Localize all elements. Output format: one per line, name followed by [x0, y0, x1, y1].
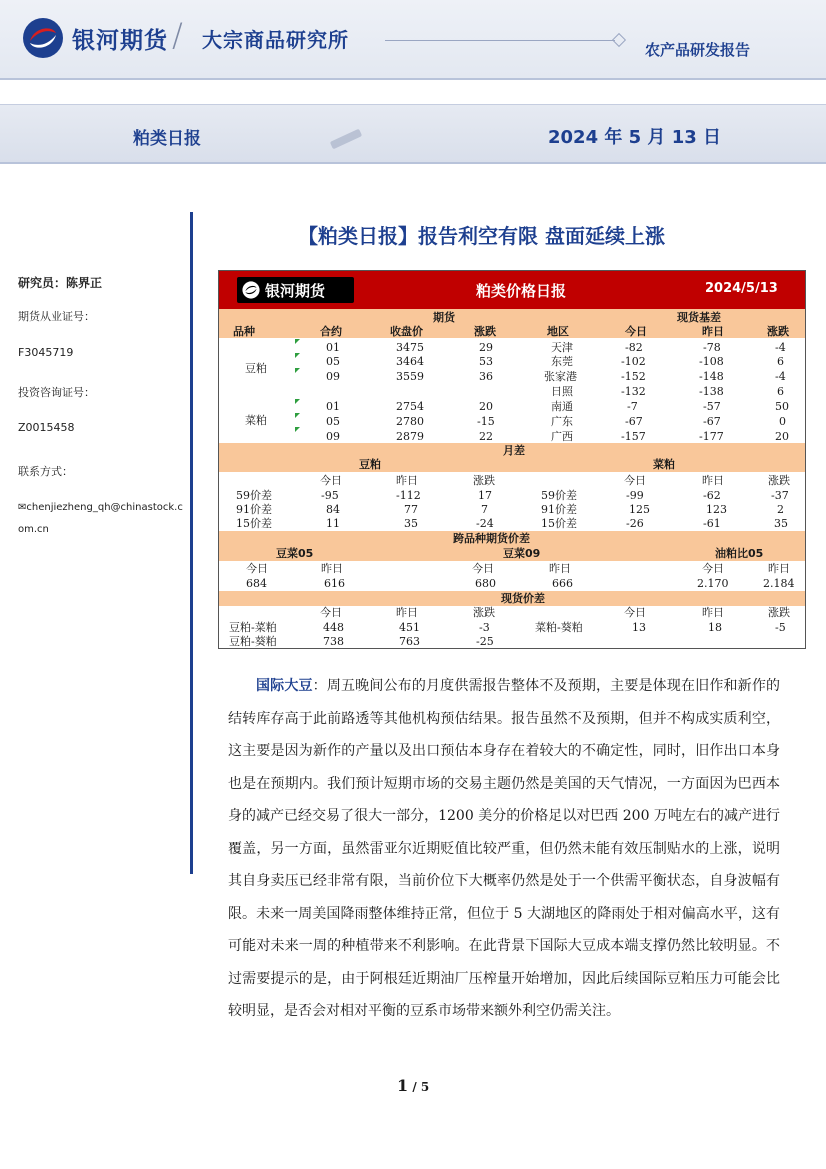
basis-yesterday: -57: [703, 400, 721, 413]
value: -95: [321, 489, 339, 502]
col-today: 今日: [702, 562, 724, 575]
value: 616: [324, 577, 345, 590]
researcher: 研究员：陈界正: [18, 276, 103, 290]
col-today: 今日: [246, 562, 268, 575]
page-number: [397, 1076, 429, 1095]
basis-yesterday: -108: [699, 355, 724, 368]
col-today: 今日: [320, 474, 342, 487]
email-line[interactable]: ✉chenjiezheng_qh@chinastock.c: [18, 502, 183, 513]
table-header-bar: [219, 271, 806, 309]
report-subtitle: 粕类日报: [133, 129, 201, 149]
flag-icon: [295, 427, 300, 432]
page-sep: /: [408, 1080, 421, 1094]
value: -37: [771, 489, 789, 502]
region: 天津: [551, 341, 573, 354]
price-table: [218, 270, 806, 649]
region: 广东: [551, 415, 573, 428]
spread-name: 15价差: [541, 517, 577, 530]
basis-change: 50: [775, 400, 789, 413]
value: -112: [396, 489, 421, 502]
value: -62: [703, 489, 721, 502]
contract: 09: [326, 430, 340, 443]
page-title: 【粕类日报】报告利空有限 盘面延续上涨: [298, 224, 665, 248]
basis-yesterday: -148: [699, 370, 724, 383]
contract: 05: [326, 355, 340, 368]
col-today: 今日: [320, 606, 342, 619]
col-today: 今日: [624, 606, 646, 619]
contract: 05: [326, 415, 340, 428]
col-yesterday: 昨日: [549, 562, 571, 575]
value: -5: [775, 621, 786, 634]
col-yesterday: 昨日: [702, 474, 724, 487]
col-yesterday: 昨日: [702, 606, 724, 619]
header-rule: [385, 40, 615, 41]
value: -99: [626, 489, 644, 502]
col-today: 今日: [625, 325, 647, 338]
basis-yesterday: -138: [699, 385, 724, 398]
value: 125: [629, 503, 650, 516]
basis-today: -157: [621, 430, 646, 443]
variety-soymeal: 豆粕: [245, 362, 267, 375]
paragraph-text: ：周五晚间公布的月度供需报告整体不及预期，主要是体现在旧作和新作的结转库存高于此前路透等其他机构预估结果。报告虽然不及预期，但并不构成实质利空，这主要是因为新作的产量以及出口预估本身存在着较大的不确定性，同时，旧作出口本身也是在预期内。我们预计短期市场的交易主题仍然是美国的天气情况，一方面因为巴西本身的减产已经交易了很大一部分，1200 美分的价格足以对巴西 200 万吨左右的减产进行覆盖，另一方面，虽然雷亚尔近期贬值比较严重，但仍然未能有效压制贴水的上涨，说明其自身卖压已经非常有限，当前价位下大概率仍然是处于一个供需平衡状态，自身波幅有限。未来一周美国降雨整体维持正常，但位于 5 大湖地区的降雨处于相对偏高水平，这有可能对未来一周的种植带来不利影响。在此背景下国际大豆成本端支撑仍然比较明显。不过需要提示的是，由于阿根廷近期油厂压榨量开始增加，因此后续国际豆粕压力可能会比较明显，是否会对相对平衡的豆系市场带来额外利空仍需关注。: [228, 678, 781, 1019]
col-yesterday: 昨日: [396, 606, 418, 619]
close-price: 2754: [396, 400, 424, 413]
soymeal-header: 豆粕: [359, 458, 381, 471]
col-change: 涨跌: [473, 606, 495, 619]
spread-name: 91价差: [236, 503, 272, 516]
cross-c-name: 油粕比05: [715, 547, 764, 560]
value: -25: [476, 635, 494, 648]
value: -26: [626, 517, 644, 530]
value: -61: [703, 517, 721, 530]
cross-spread-header: 跨品种期货价差: [453, 532, 530, 545]
flag-icon: [295, 413, 300, 418]
contract: 01: [326, 400, 340, 413]
flag-icon: [295, 353, 300, 358]
spread-name: 59价差: [541, 489, 577, 502]
spread-name: 59价差: [236, 489, 272, 502]
cross-a-name: 豆菜05: [276, 547, 314, 560]
value: -3: [479, 621, 490, 634]
spot-spread-header: 现货价差: [501, 592, 545, 605]
col-yesterday: 昨日: [702, 325, 724, 338]
value: 18: [708, 621, 722, 634]
contract: 09: [326, 370, 340, 383]
futures-cert: F3045719: [18, 346, 74, 359]
change: -15: [477, 415, 495, 428]
change: 36: [479, 370, 493, 383]
page-current: 1: [397, 1076, 409, 1095]
futures-cert-label: 期货从业证号：: [18, 310, 95, 323]
basis-yesterday: -67: [703, 415, 721, 428]
header-slash: /: [172, 16, 183, 54]
contract: 01: [326, 341, 340, 354]
basis-today: -152: [621, 370, 646, 383]
month-spread-header: 月差: [503, 444, 525, 457]
change: 29: [479, 341, 493, 354]
basis-yesterday: -177: [699, 430, 724, 443]
sidebar-divider: [190, 212, 193, 874]
table-logo-text: 银河期货: [265, 282, 326, 300]
value: 35: [404, 517, 418, 530]
value: -24: [476, 517, 494, 530]
col-yesterday: 昨日: [768, 562, 790, 575]
value: 123: [706, 503, 727, 516]
col-change: 涨跌: [473, 474, 495, 487]
col-close: 收盘价: [390, 325, 423, 338]
value: 684: [246, 577, 267, 590]
region: 南通: [551, 400, 573, 413]
invest-cert-label: 投资咨询证号：: [18, 386, 95, 399]
basis-today: -82: [625, 341, 643, 354]
email-line-2[interactable]: om.cn: [18, 524, 49, 535]
spread-name: 15价差: [236, 517, 272, 530]
value: 448: [323, 621, 344, 634]
value: 7: [481, 503, 488, 516]
close-price: 2780: [396, 415, 424, 428]
basis-today: -7: [627, 400, 638, 413]
futures-header: 期货: [433, 311, 455, 324]
value: 666: [552, 577, 573, 590]
col-contract: 合约: [320, 325, 342, 338]
basis-change: -4: [775, 341, 786, 354]
report-date: 2024 年 5 月 13 日: [548, 127, 722, 148]
change: 22: [479, 430, 493, 443]
value: 17: [478, 489, 492, 502]
body-paragraph: [228, 670, 780, 1028]
basis-today: -102: [621, 355, 646, 368]
basis-change: 0: [779, 415, 786, 428]
basis-change: 6: [777, 385, 784, 398]
value: 451: [399, 621, 420, 634]
value: 13: [632, 621, 646, 634]
col-yesterday: 昨日: [396, 474, 418, 487]
contact-label: 联系方式：: [18, 465, 73, 478]
spread-name: 豆粕-葵粕: [229, 635, 277, 648]
flag-icon: [295, 399, 300, 404]
close-price: 3559: [396, 370, 424, 383]
table-date: 2024/5/13: [705, 281, 778, 296]
col-change: 涨跌: [768, 606, 790, 619]
department-name: 大宗商品研究所: [202, 28, 349, 52]
variety-rapemeal: 菜粕: [245, 414, 267, 427]
galaxy-logo-icon: [22, 17, 64, 59]
region: 广西: [551, 430, 573, 443]
galaxy-logo-icon: [242, 281, 260, 299]
invest-cert: Z0015458: [18, 421, 75, 434]
col-today: 今日: [472, 562, 494, 575]
col-basis-change: 涨跌: [767, 325, 789, 338]
spread-name: 菜粕-葵粕: [535, 621, 583, 634]
region: 张家港: [544, 370, 577, 383]
value: 35: [774, 517, 788, 530]
region: 东莞: [551, 355, 573, 368]
value: 84: [326, 503, 340, 516]
basis-today: -132: [621, 385, 646, 398]
basis-today: -67: [625, 415, 643, 428]
col-today: 今日: [624, 474, 646, 487]
value: 738: [323, 635, 344, 648]
region: 日照: [551, 385, 573, 398]
rapemeal-header: 菜粕: [653, 458, 675, 471]
change: 20: [479, 400, 493, 413]
value: 763: [399, 635, 420, 648]
paragraph-lead: 国际大豆: [256, 678, 313, 694]
table-title: 粕类价格日报: [476, 282, 567, 300]
flag-icon: [295, 339, 300, 344]
close-price: 2879: [396, 430, 424, 443]
col-yesterday: 昨日: [321, 562, 343, 575]
col-change: 涨跌: [474, 325, 496, 338]
page-total: 5: [420, 1080, 430, 1094]
value: 11: [326, 517, 340, 530]
value: 680: [475, 577, 496, 590]
basis-change: 20: [775, 430, 789, 443]
col-region: 地区: [547, 325, 569, 338]
value: 2.170: [697, 577, 729, 590]
close-price: 3475: [396, 341, 424, 354]
close-price: 3464: [396, 355, 424, 368]
report-type: 农产品研发报告: [645, 41, 751, 59]
basis-yesterday: -78: [703, 341, 721, 354]
brand-name: 银河期货: [72, 28, 168, 54]
mail-icon: ✉: [18, 502, 27, 513]
spot-basis-header: 现货基差: [677, 311, 721, 324]
flag-icon: [295, 368, 300, 373]
basis-change: -4: [775, 370, 786, 383]
basis-change: 6: [777, 355, 784, 368]
cross-b-name: 豆菜09: [503, 547, 541, 560]
col-change: 涨跌: [768, 474, 790, 487]
spread-name: 91价差: [541, 503, 577, 516]
value: 2.184: [763, 577, 795, 590]
value: 2: [777, 503, 784, 516]
table-logo: [237, 277, 354, 303]
col-variety: 品种: [233, 325, 255, 338]
spread-name: 豆粕-菜粕: [229, 621, 277, 634]
change: 53: [479, 355, 493, 368]
value: 77: [404, 503, 418, 516]
